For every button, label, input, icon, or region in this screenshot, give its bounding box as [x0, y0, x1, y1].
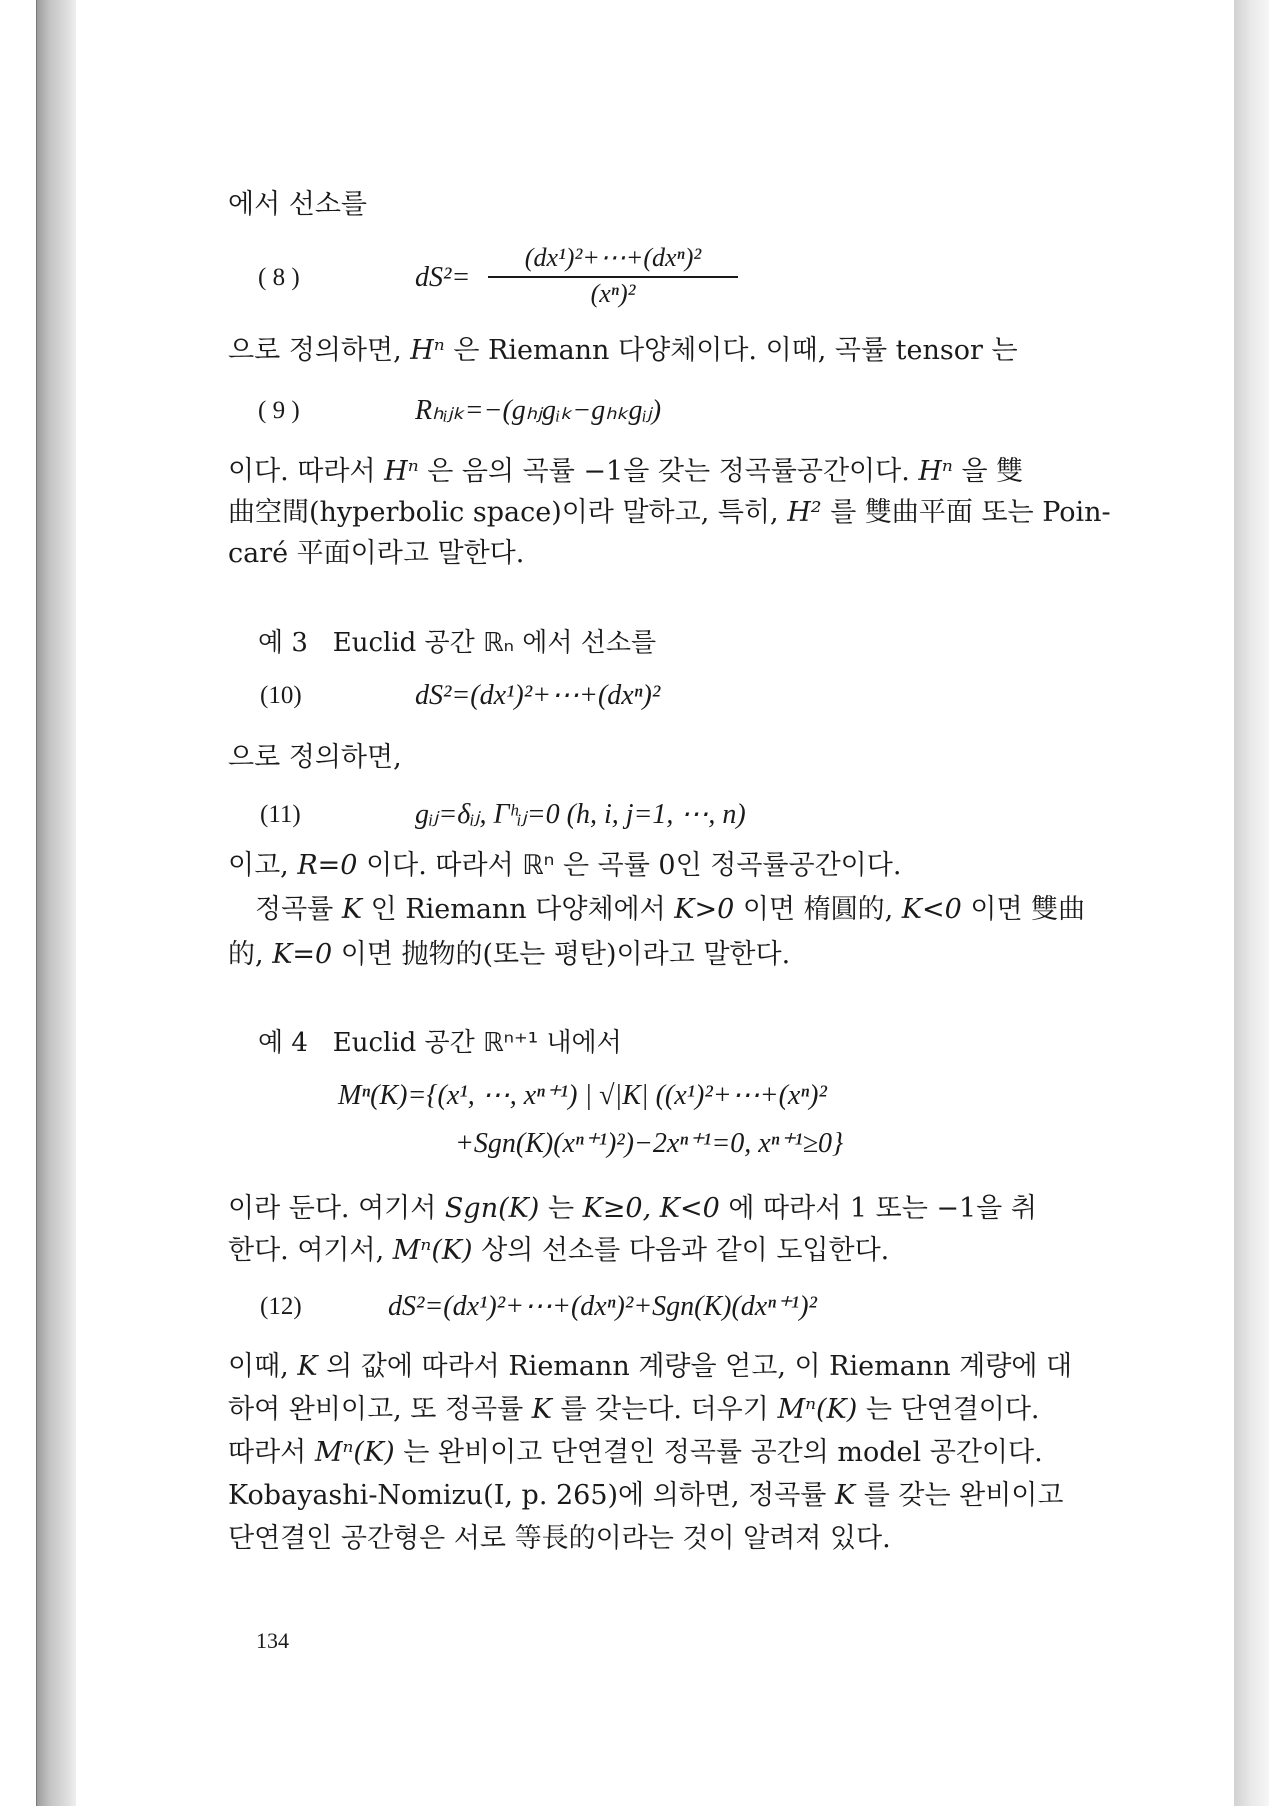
text-line: 이다. 따라서 Hⁿ 은 음의 곡률 −1을 갖는 정곡률공간이다. Hⁿ 을 雙 [228, 456, 1024, 487]
equation-label: (10) [260, 682, 302, 709]
spine-edge [36, 0, 37, 1806]
text-line: caré 平面이라고 말한다. [228, 538, 525, 569]
text-line: 이때, K 의 값에 따라서 Riemann 계량을 얻고, 이 Riemann 계량에 대 [228, 1351, 1073, 1382]
example-heading: 예 3 Euclid 공간 ℝₙ 에서 선소를 [258, 628, 657, 658]
equation-label: ( 9 ) [258, 397, 300, 424]
text-line: Kobayashi-Nomizu(Ⅰ, p. 265)에 의하면, 정곡률 K 를 갖는 완비이고 [228, 1480, 1064, 1511]
text-line: 정곡률 K 인 Riemann 다양체에서 K>0 이면 楕圓的, K<0 이면 雙曲 [255, 894, 1086, 925]
text-line: 的, K=0 이면 抛物的(또는 평탄)이라고 말한다. [228, 939, 791, 970]
text-line: 단연결인 공간형은 서로 等長的이라는 것이 알려져 있다. [228, 1523, 891, 1554]
equation-lhs: dS²= [415, 262, 471, 293]
definition-line: Mⁿ(K)={(x¹, ⋯, xⁿ⁺¹) | √|K| ((x¹)²+⋯+(xⁿ)² [338, 1080, 827, 1111]
equation-label: (11) [260, 801, 301, 828]
text-line: 한다. 여기서, Mⁿ(K) 상의 선소를 다음과 같이 도입한다. [228, 1235, 890, 1266]
fraction-numerator: (dx¹)²+⋯+(dxⁿ)² [524, 243, 702, 272]
text-line: 이고, R=0 이다. 따라서 ℝⁿ 은 곡률 0인 정곡률공간이다. [228, 850, 902, 881]
fraction-denominator: (xⁿ)² [590, 279, 636, 308]
example-heading: 예 4 Euclid 공간 ℝⁿ⁺¹ 내에서 [258, 1028, 622, 1058]
equation-label: ( 8 ) [258, 264, 300, 291]
equation-label: (12) [260, 1293, 302, 1320]
equation-body: gᵢⱼ=δᵢⱼ, Γʰᵢⱼ=0 (h, i, j=1, ⋯, n) [415, 799, 746, 830]
text-line: 이라 둔다. 여기서 Sgn(K) 는 K≥0, K<0 에 따라서 1 또는 −1을 취 [228, 1193, 1037, 1224]
page-number: 134 [256, 1628, 289, 1653]
text-line: 으로 정의하면, Hⁿ 은 Riemann 다양체이다. 이때, 곡률 tensor 는 [228, 335, 1018, 366]
text-line: 하여 완비이고, 또 정곡률 K 를 갖는다. 더우기 Mⁿ(K) 는 단연결이다. [228, 1394, 1040, 1425]
text-line: 曲空間(hyperbolic space)이라 말하고, 특히, H² 를 雙曲平面 또는 Poin- [228, 497, 1111, 528]
text-line: 따라서 Mⁿ(K) 는 완비이고 단연결인 정곡률 공간의 model 공간이다. [228, 1437, 1043, 1468]
fraction-bar [488, 276, 738, 278]
book-spine [36, 0, 76, 1806]
definition-line: +Sgn(K)(xⁿ⁺¹)²)−2xⁿ⁺¹=0, xⁿ⁺¹≥0} [455, 1128, 844, 1159]
equation-body: dS²=(dx¹)²+⋯+(dxⁿ)² [415, 680, 661, 711]
text-line: 으로 정의하면, [228, 742, 402, 773]
equation-body: Rₕᵢⱼₖ=−(gₕⱼgᵢₖ−gₕₖgᵢⱼ) [415, 395, 662, 426]
page-right-edge [1234, 0, 1269, 1806]
equation-body: dS²=(dx¹)²+⋯+(dxⁿ)²+Sgn(K)(dxⁿ⁺¹)² [388, 1291, 817, 1322]
text-line: 에서 선소를 [228, 189, 367, 220]
